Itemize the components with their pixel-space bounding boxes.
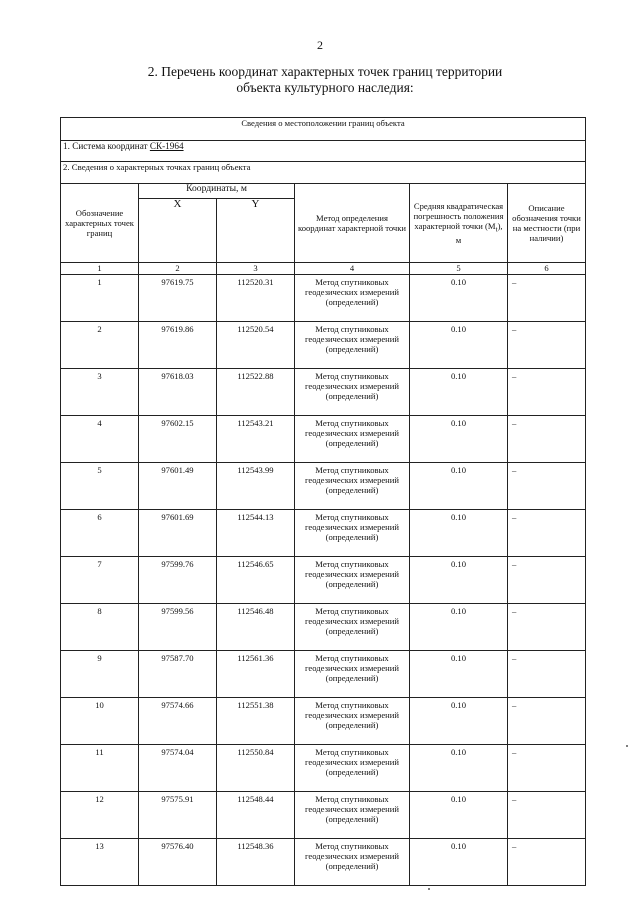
method-cell: Метод спутниковых геодезических измерений (определений) [295,463,410,510]
y-coordinate-cell: 112548.36 [217,839,295,886]
table-row [61,745,586,792]
table-row [61,463,586,510]
description-cell: – [508,275,586,322]
coordinates-table [60,117,586,886]
header-x: X [139,199,217,263]
title-line-2: объекта культурного наследия: [236,80,414,95]
x-coordinate-cell: 97576.40 [139,839,217,886]
point-number-cell: 12 [61,792,139,839]
header-y: Y [217,199,295,263]
method-cell: Метод спутниковых геодезических измерений (определений) [295,322,410,369]
section-header: Сведения о местоположении границ объекта [61,118,586,141]
method-cell: Метод спутниковых геодезических измерений (определений) [295,369,410,416]
table-row [61,604,586,651]
y-coordinate-cell: 112544.13 [217,510,295,557]
x-coordinate-cell: 97601.69 [139,510,217,557]
error-cell: 0.10 [410,792,508,839]
point-number-cell: 11 [61,745,139,792]
header-error [410,184,508,263]
point-number-cell: 9 [61,651,139,698]
column-number: 3 [217,263,295,275]
error-cell: 0.10 [410,275,508,322]
table-row [61,792,586,839]
column-number: 2 [139,263,217,275]
table-row [61,510,586,557]
column-number: 4 [295,263,410,275]
point-number-cell: 7 [61,557,139,604]
y-coordinate-cell: 112543.21 [217,416,295,463]
header-error-text: Средняя квадратическая погрешность положения характерной точки (M [413,200,504,232]
description-cell: – [508,557,586,604]
column-number: 6 [508,263,586,275]
method-cell: Метод спутниковых геодезических измерений (определений) [295,651,410,698]
y-coordinate-cell: 112550.84 [217,745,295,792]
table-row [61,651,586,698]
method-cell: Метод спутниковых геодезических измерений (определений) [295,745,410,792]
document-title [60,64,590,96]
point-number-cell: 13 [61,839,139,886]
title-line-1: 2. Перечень координат характерных точек границ территории [147,64,503,79]
x-coordinate-cell: 97599.76 [139,557,217,604]
table-row [61,416,586,463]
point-number-cell: 4 [61,416,139,463]
point-number-cell: 5 [61,463,139,510]
x-coordinate-cell: 97574.66 [139,698,217,745]
x-coordinate-cell: 97601.49 [139,463,217,510]
coord-system-row [61,141,586,162]
column-number: 1 [61,263,139,275]
table-row [61,557,586,604]
x-coordinate-cell: 97618.03 [139,369,217,416]
y-coordinate-cell: 112520.54 [217,322,295,369]
y-coordinate-cell: 112543.99 [217,463,295,510]
y-coordinate-cell: 112548.44 [217,792,295,839]
table-row [61,322,586,369]
x-coordinate-cell: 97587.70 [139,651,217,698]
description-cell: – [508,416,586,463]
error-cell: 0.10 [410,651,508,698]
x-coordinate-cell: 97602.15 [139,416,217,463]
column-number-row [61,263,586,275]
point-number-cell: 3 [61,369,139,416]
coord-system-label: 1. Система координат [63,141,148,151]
method-cell: Метод спутниковых геодезических измерений (определений) [295,604,410,651]
x-coordinate-cell: 97619.86 [139,322,217,369]
description-cell: – [508,604,586,651]
header-error-suffix: ), м [455,221,503,246]
description-cell: – [508,322,586,369]
x-coordinate-cell: 97619.75 [139,275,217,322]
header-method: Метод определения координат характерной точки [295,184,410,263]
error-cell: 0.10 [410,322,508,369]
x-coordinate-cell: 97575.91 [139,792,217,839]
method-cell: Метод спутниковых геодезических измерений (определений) [295,839,410,886]
error-cell: 0.10 [410,557,508,604]
description-cell: – [508,839,586,886]
column-number: 5 [410,263,508,275]
error-cell: 0.10 [410,416,508,463]
method-cell: Метод спутниковых геодезических измерений (определений) [295,557,410,604]
page-number: 2 [317,38,323,52]
error-cell: 0.10 [410,510,508,557]
x-coordinate-cell: 97599.56 [139,604,217,651]
description-cell: – [508,510,586,557]
table-row [61,839,586,886]
point-number-cell: 6 [61,510,139,557]
description-cell: – [508,369,586,416]
error-cell: 0.10 [410,463,508,510]
description-cell: – [508,792,586,839]
scan-speck [626,745,628,747]
scan-speck [428,888,430,890]
y-coordinate-cell: 112546.48 [217,604,295,651]
points-section-header: 2. Сведения о характерных точках границ объекта [61,162,586,184]
description-cell: – [508,745,586,792]
y-coordinate-cell: 112520.31 [217,275,295,322]
header-coordinates: Координаты, м [139,184,295,199]
x-coordinate-cell: 97574.04 [139,745,217,792]
point-number-cell: 1 [61,275,139,322]
header-point-designation: Обозначение характерных точек границ [61,184,139,263]
y-coordinate-cell: 112546.65 [217,557,295,604]
header-description: Описание обозначения точки на местности (при наличии) [508,184,586,263]
error-cell: 0.10 [410,369,508,416]
method-cell: Метод спутниковых геодезических измерений (определений) [295,698,410,745]
table-row [61,369,586,416]
method-cell: Метод спутниковых геодезических измерений (определений) [295,275,410,322]
description-cell: – [508,463,586,510]
y-coordinate-cell: 112561.36 [217,651,295,698]
error-cell: 0.10 [410,745,508,792]
method-cell: Метод спутниковых геодезических измерений (определений) [295,416,410,463]
description-cell: – [508,651,586,698]
point-number-cell: 8 [61,604,139,651]
error-cell: 0.10 [410,604,508,651]
coord-system-value: СК-1964 [149,141,184,151]
description-cell: – [508,698,586,745]
table-row [61,698,586,745]
point-number-cell: 10 [61,698,139,745]
y-coordinate-cell: 112551.38 [217,698,295,745]
method-cell: Метод спутниковых геодезических измерений (определений) [295,510,410,557]
point-number-cell: 2 [61,322,139,369]
y-coordinate-cell: 112522.88 [217,369,295,416]
method-cell: Метод спутниковых геодезических измерений (определений) [295,792,410,839]
header-error-subscript: t [495,225,498,234]
table-row [61,275,586,322]
error-cell: 0.10 [410,698,508,745]
error-cell: 0.10 [410,839,508,886]
